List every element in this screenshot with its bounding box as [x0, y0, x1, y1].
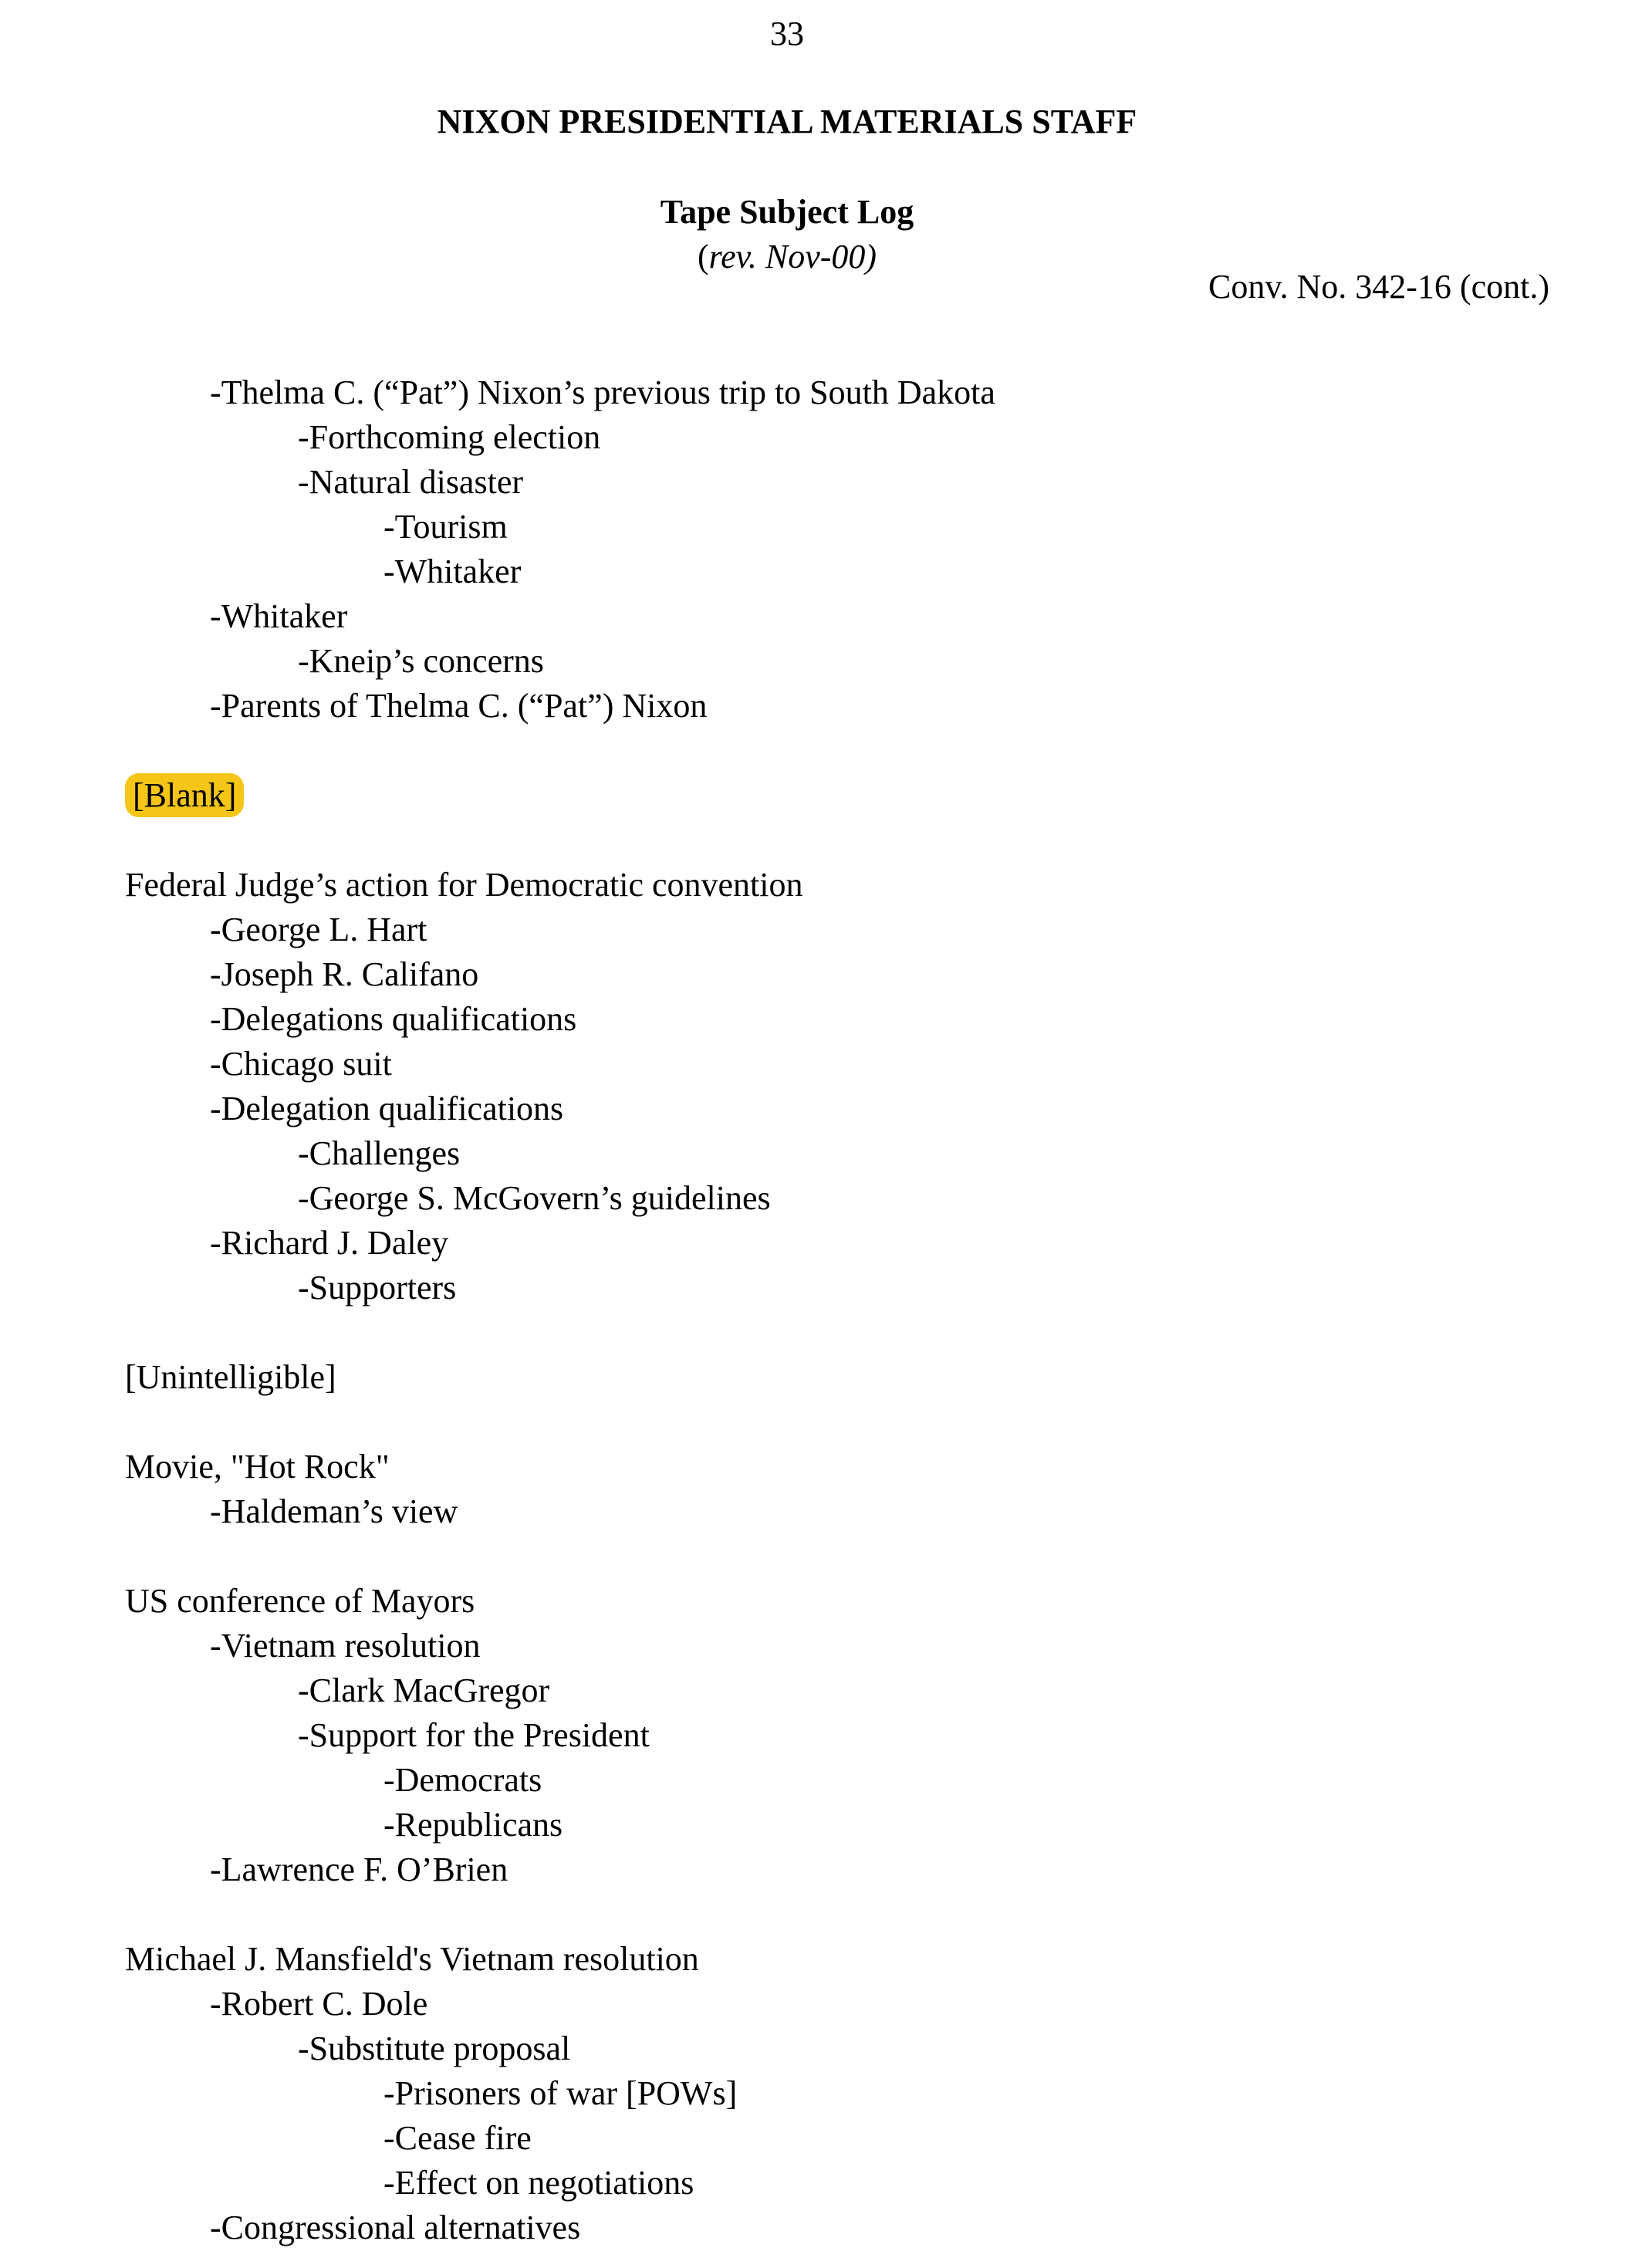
- blank-line-spacer: [0, 1400, 995, 1445]
- log-subtopic-level-1: [0, 370, 995, 415]
- log-entry-text: Movie, "Hot Rock": [125, 1448, 390, 1486]
- log-subtopic-level-1: [0, 997, 995, 1042]
- revision-open-paren: (: [697, 238, 709, 275]
- log-subtopic-level-2: [0, 1131, 995, 1176]
- log-subtopic-level-3: [0, 2116, 995, 2161]
- log-entry-text: Federal Judge’s action for Democratic convention: [125, 866, 803, 904]
- log-entry-text: -Vietnam resolution: [210, 1627, 481, 1665]
- log-entry-text: -Substitute proposal: [298, 2030, 571, 2067]
- log-title: Tape Subject Log: [660, 193, 914, 231]
- log-subtopic-level-2: [0, 415, 995, 460]
- log-subtopic-level-1: [0, 684, 995, 728]
- log-entry-text: US conference of Mayors: [125, 1582, 475, 1620]
- log-subtopic-level-3: [0, 1803, 995, 1847]
- log-subtopic-level-3: [0, 1758, 995, 1803]
- log-entry-text: -Joseph R. Califano: [210, 955, 479, 993]
- log-subtopic-level-3: [0, 549, 995, 594]
- log-entry-text: -Haldeman’s view: [210, 1492, 458, 1530]
- log-subtopic-level-1: [0, 1221, 995, 1266]
- log-entry-text: -George L. Hart: [210, 911, 427, 948]
- highlighted-blank-marker: [Blank]: [125, 773, 244, 817]
- log-subtopic-level-2: [0, 1176, 995, 1221]
- log-entry-text: -Robert C. Dole: [210, 1985, 428, 2023]
- log-entry-text: -Delegation qualifications: [210, 1090, 564, 1127]
- log-topic: [0, 1445, 995, 1489]
- log-subtopic-level-1: [0, 1982, 995, 2026]
- log-entry-text: -Parents of Thelma C. (“Pat”) Nixon: [210, 687, 708, 725]
- log-entry-text: -Challenges: [298, 1134, 461, 1172]
- log-entry-text: -Richard J. Daley: [210, 1224, 449, 1262]
- log-subtopic-level-1: [0, 1489, 995, 1534]
- conversation-number: Conv. No. 342-16 (cont.): [1208, 268, 1549, 306]
- log-subtopic-level-1: [0, 1087, 995, 1131]
- log-entry-text: -Chicago suit: [210, 1045, 392, 1083]
- log-entry-text: -Prisoners of war [POWs]: [383, 2074, 738, 2112]
- log-entry-text: -Clark MacGregor: [298, 1671, 550, 1709]
- log-subtopic-level-3: [0, 505, 995, 549]
- log-subtopic-level-1: [0, 594, 995, 639]
- log-entry-text: -Support for the President: [298, 1716, 650, 1754]
- staff-title: NIXON PRESIDENTIAL MATERIALS STAFF: [437, 103, 1137, 140]
- log-entry-text: -Supporters: [298, 1269, 457, 1306]
- log-subtopic-level-2: [0, 1668, 995, 1713]
- log-entry-text: -Lawrence F. O’Brien: [210, 1851, 508, 1888]
- log-entry-text: -Cease fire: [383, 2119, 532, 2157]
- log-topic: [0, 1579, 995, 1624]
- log-entry-text: -George S. McGovern’s guidelines: [298, 1179, 771, 1217]
- log-entry-text: [Unintelligible]: [125, 1358, 336, 1396]
- log-subtopic-level-1: [0, 2205, 995, 2250]
- log-subtopic-level-1: [0, 908, 995, 952]
- blank-line-spacer: [0, 1892, 995, 1937]
- log-entry-text: -Natural disaster: [298, 463, 523, 501]
- log-subtopic-level-1: [0, 1042, 995, 1087]
- log-topic: [0, 1355, 995, 1400]
- log-subtopic-level-2: [0, 639, 995, 684]
- log-entry-text: -Whitaker: [210, 597, 348, 635]
- log-entry-text: -Effect on negotiations: [383, 2164, 694, 2202]
- revision-text: rev. Nov-00): [708, 238, 877, 275]
- log-entry-text: -Whitaker: [383, 553, 522, 590]
- log-entry-text: -Thelma C. (“Pat”) Nixon’s previous trip to South Dakota: [210, 373, 995, 411]
- log-entry-text: -Tourism: [383, 508, 508, 546]
- log-entry-text: -Congressional alternatives: [210, 2209, 581, 2246]
- log-entry-text: -Democrats: [383, 1761, 542, 1799]
- log-subtopic-level-2: [0, 2026, 995, 2071]
- log-entry-text: -Kneip’s concerns: [298, 642, 544, 680]
- blank-line-spacer: [0, 1534, 995, 1579]
- log-subtopic-level-3: [0, 2071, 995, 2116]
- log-entry-text: Michael J. Mansfield's Vietnam resolution: [125, 1940, 699, 1978]
- log-subtopic-level-2: [0, 460, 995, 505]
- blank-line-spacer: [0, 1310, 995, 1355]
- log-entry-text: -Delegations qualifications: [210, 1000, 577, 1038]
- log-subtopic-level-1: [0, 1847, 995, 1892]
- log-subtopic-level-2: [0, 1713, 995, 1758]
- log-entry-text: -Forthcoming election: [298, 418, 601, 456]
- log-topic: [0, 863, 995, 908]
- log-entry-text: -Republicans: [383, 1806, 563, 1844]
- log-subtopic-level-3: [0, 2161, 995, 2205]
- log-topic: [0, 1937, 995, 1982]
- log-subtopic-level-1: [0, 1624, 995, 1668]
- log-subtopic-level-1: [0, 952, 995, 997]
- blank-line-spacer: [0, 728, 995, 773]
- blank-line-spacer: [0, 818, 995, 863]
- log-topic: [0, 773, 995, 818]
- subject-log-list: [0, 370, 995, 2250]
- page-number: 33: [770, 15, 804, 52]
- log-subtopic-level-2: [0, 1266, 995, 1310]
